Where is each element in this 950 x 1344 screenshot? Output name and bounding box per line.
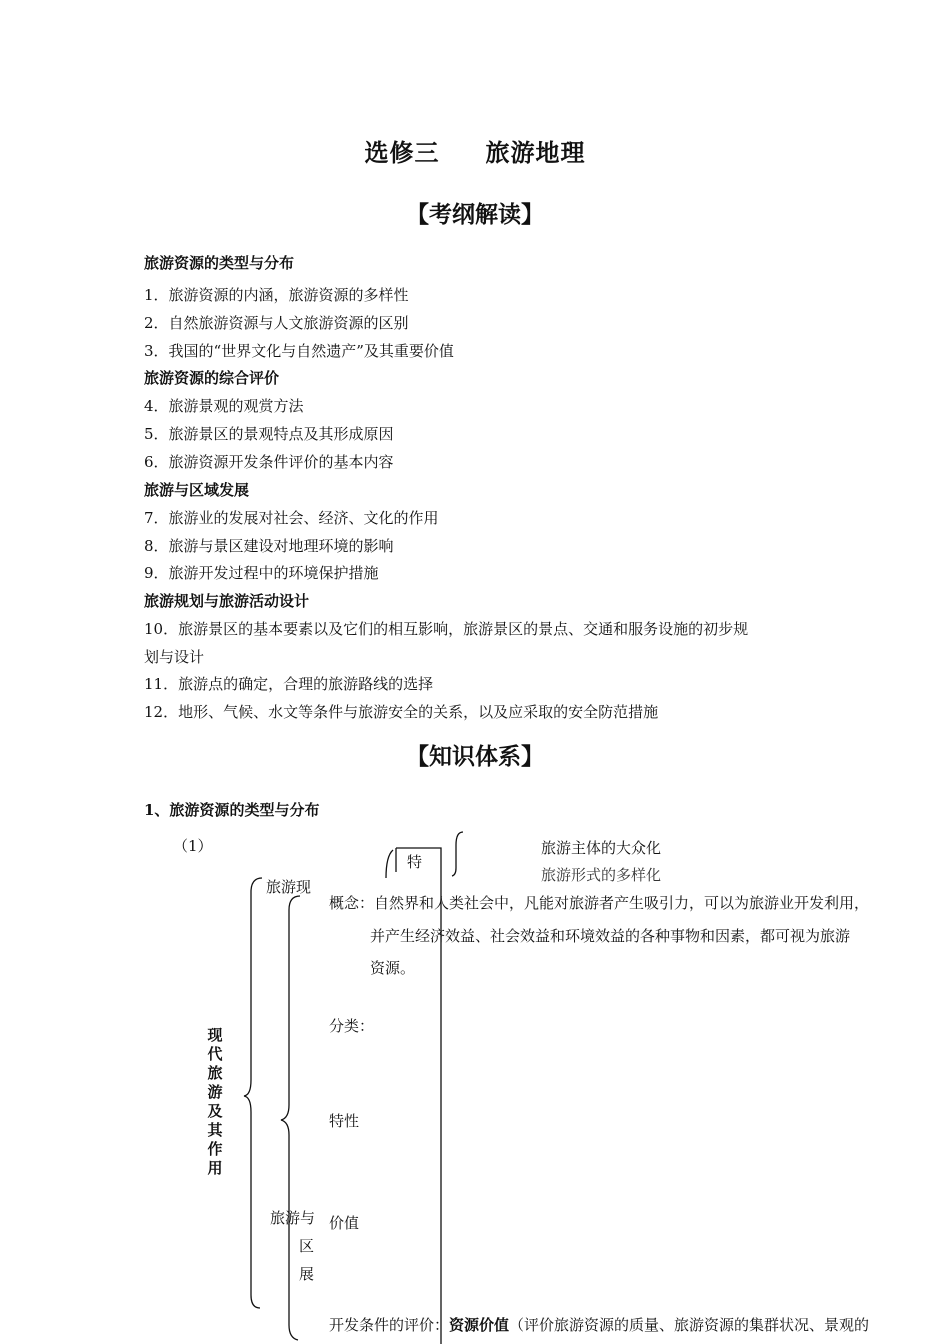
syllabus-item-12: 12．地形、气候、水文等条件与旅游安全的关系，以及应采取的安全防范措施 [144,703,659,721]
label-lvyou-xian: 旅游现 [266,878,312,896]
syllabus-item-8: 8．旅游与景区建设对地理环境的影响 [144,537,394,555]
syllabus-item-5: 5．旅游景区的景观特点及其形成原因 [144,425,394,443]
syllabus-item-7: 7．旅游业的发展对社会、经济、文化的作用 [144,509,439,527]
syllabus-item-6: 6．旅游资源开发条件评价的基本内容 [144,453,394,471]
title-part2: 旅游地理 [485,139,586,167]
group-title-4: 旅游规划与旅游活动设计 [144,592,310,610]
group-title-2: 旅游资源的综合评价 [144,369,280,387]
inner-brace-small [386,850,393,878]
syllabus-item-2: 2．自然旅游资源与人文旅游资源的区别 [144,314,409,332]
concept-line2: 并产生经济效益、社会效益和环境效益的各种事物和因素，都可视为旅游 [370,927,851,945]
label-dazhong: 旅游主体的大众化 [541,839,662,857]
label-zhan: 展 [299,1265,315,1283]
kaifa-prefix: 开发条件的评价： [329,1316,450,1334]
knowledge-heading: 【知识体系】 [406,744,544,770]
title-part1: 选修三 [364,139,440,167]
kaifa-line [329,1314,869,1335]
outer-brace [244,878,262,1308]
kaifa-rest: （评价旅游资源的质量、旅游资源的集群状况、景观的 [509,1316,870,1334]
item-number: （1） [173,837,213,855]
kaifa-bold: 资源价值 [449,1316,510,1334]
group-title-1: 旅游资源的类型与分布 [144,254,295,272]
label-texing: 特性 [329,1112,360,1130]
syllabus-item-3: 3．我国的“世界文化与自然遗产”及其重要价值 [144,342,454,360]
group-title-3: 旅游与区域发展 [144,481,250,499]
label-duoyang-clipped: 旅游形式的多样化 [541,866,662,884]
syllabus-heading: 【考纲解读】 [406,202,544,228]
box-line [396,848,441,1344]
syllabus-item-11: 11．旅游点的确定，合理的旅游路线的选择 [144,675,434,693]
syllabus-item-10-cont: 划与设计 [144,648,205,666]
syllabus-item-9: 9．旅游开发过程中的环境保护措施 [144,564,379,582]
label-jiazhi: 价值 [329,1214,360,1232]
syllabus-item-1: 1．旅游资源的内涵，旅游资源的多样性 [144,286,409,304]
inner-brace [281,896,300,1340]
label-fenlei: 分类： [329,1017,375,1035]
label-qu: 区 [299,1237,315,1255]
label-lvyou-b2: 旅游与 [270,1209,316,1227]
concept-line1: 概念：自然界和人类社会中，凡能对旅游者产生吸引力，可以为旅游业开发利用， [329,894,870,912]
syllabus-item-4: 4．旅游景观的观赏方法 [144,397,304,415]
syllabus-item-10: 10．旅游景区的基本要素以及它们的相互影响，旅游景区的景点、交通和服务设施的初步规 [144,620,749,638]
brace-right-small [452,832,463,876]
knowledge-sub1-text: 1、旅游资源的类型与分布 [144,801,320,819]
side-label-vertical: 现代旅游及其作用 [207,1026,223,1177]
concept-line3: 资源。 [370,959,416,977]
label-te: 特 [407,853,423,871]
